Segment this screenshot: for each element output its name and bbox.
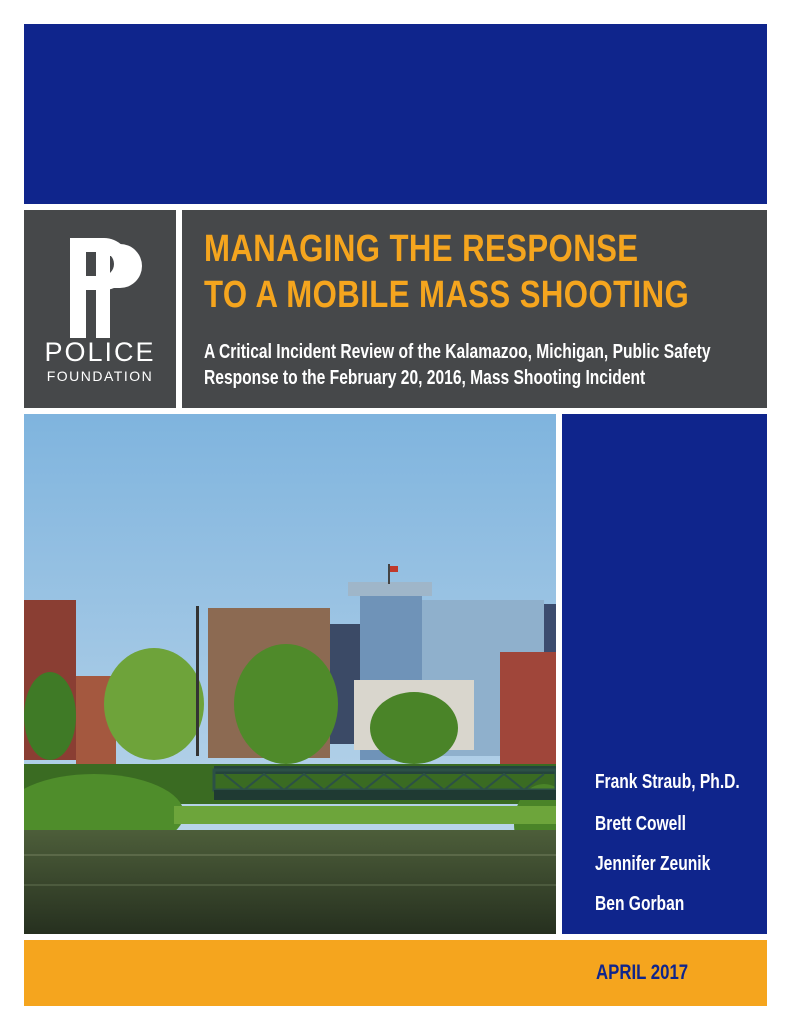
- author-name: Brett Cowell: [595, 813, 687, 835]
- report-title-line-2: TO A MOBILE MASS SHOOTING: [204, 274, 690, 316]
- report-subtitle-line-2: Response to the February 20, 2016, Mass Shooting Incident: [204, 367, 646, 389]
- author-name: Jennifer Zeunik: [595, 853, 711, 875]
- logo-text-police: POLICE: [44, 337, 156, 367]
- report-title-line-1: MANAGING THE RESPONSE: [204, 228, 639, 270]
- logo-text-foundation: FOUNDATION: [46, 368, 154, 384]
- author-name: Ben Gorban: [595, 893, 685, 915]
- police-foundation-logo-icon: [70, 238, 142, 338]
- cover-photo-city-river: [24, 414, 556, 934]
- author-name: Frank Straub, Ph.D.: [595, 771, 740, 793]
- logo-panel: [24, 210, 176, 408]
- publication-date: APRIL 2017: [596, 961, 689, 984]
- top-color-band: [24, 24, 767, 204]
- title-panel: [182, 210, 767, 408]
- report-subtitle-line-1: A Critical Incident Review of the Kalamazoo, Michigan, Public Safety: [204, 341, 711, 363]
- date-band: [24, 940, 767, 1006]
- authors-panel: [562, 414, 767, 934]
